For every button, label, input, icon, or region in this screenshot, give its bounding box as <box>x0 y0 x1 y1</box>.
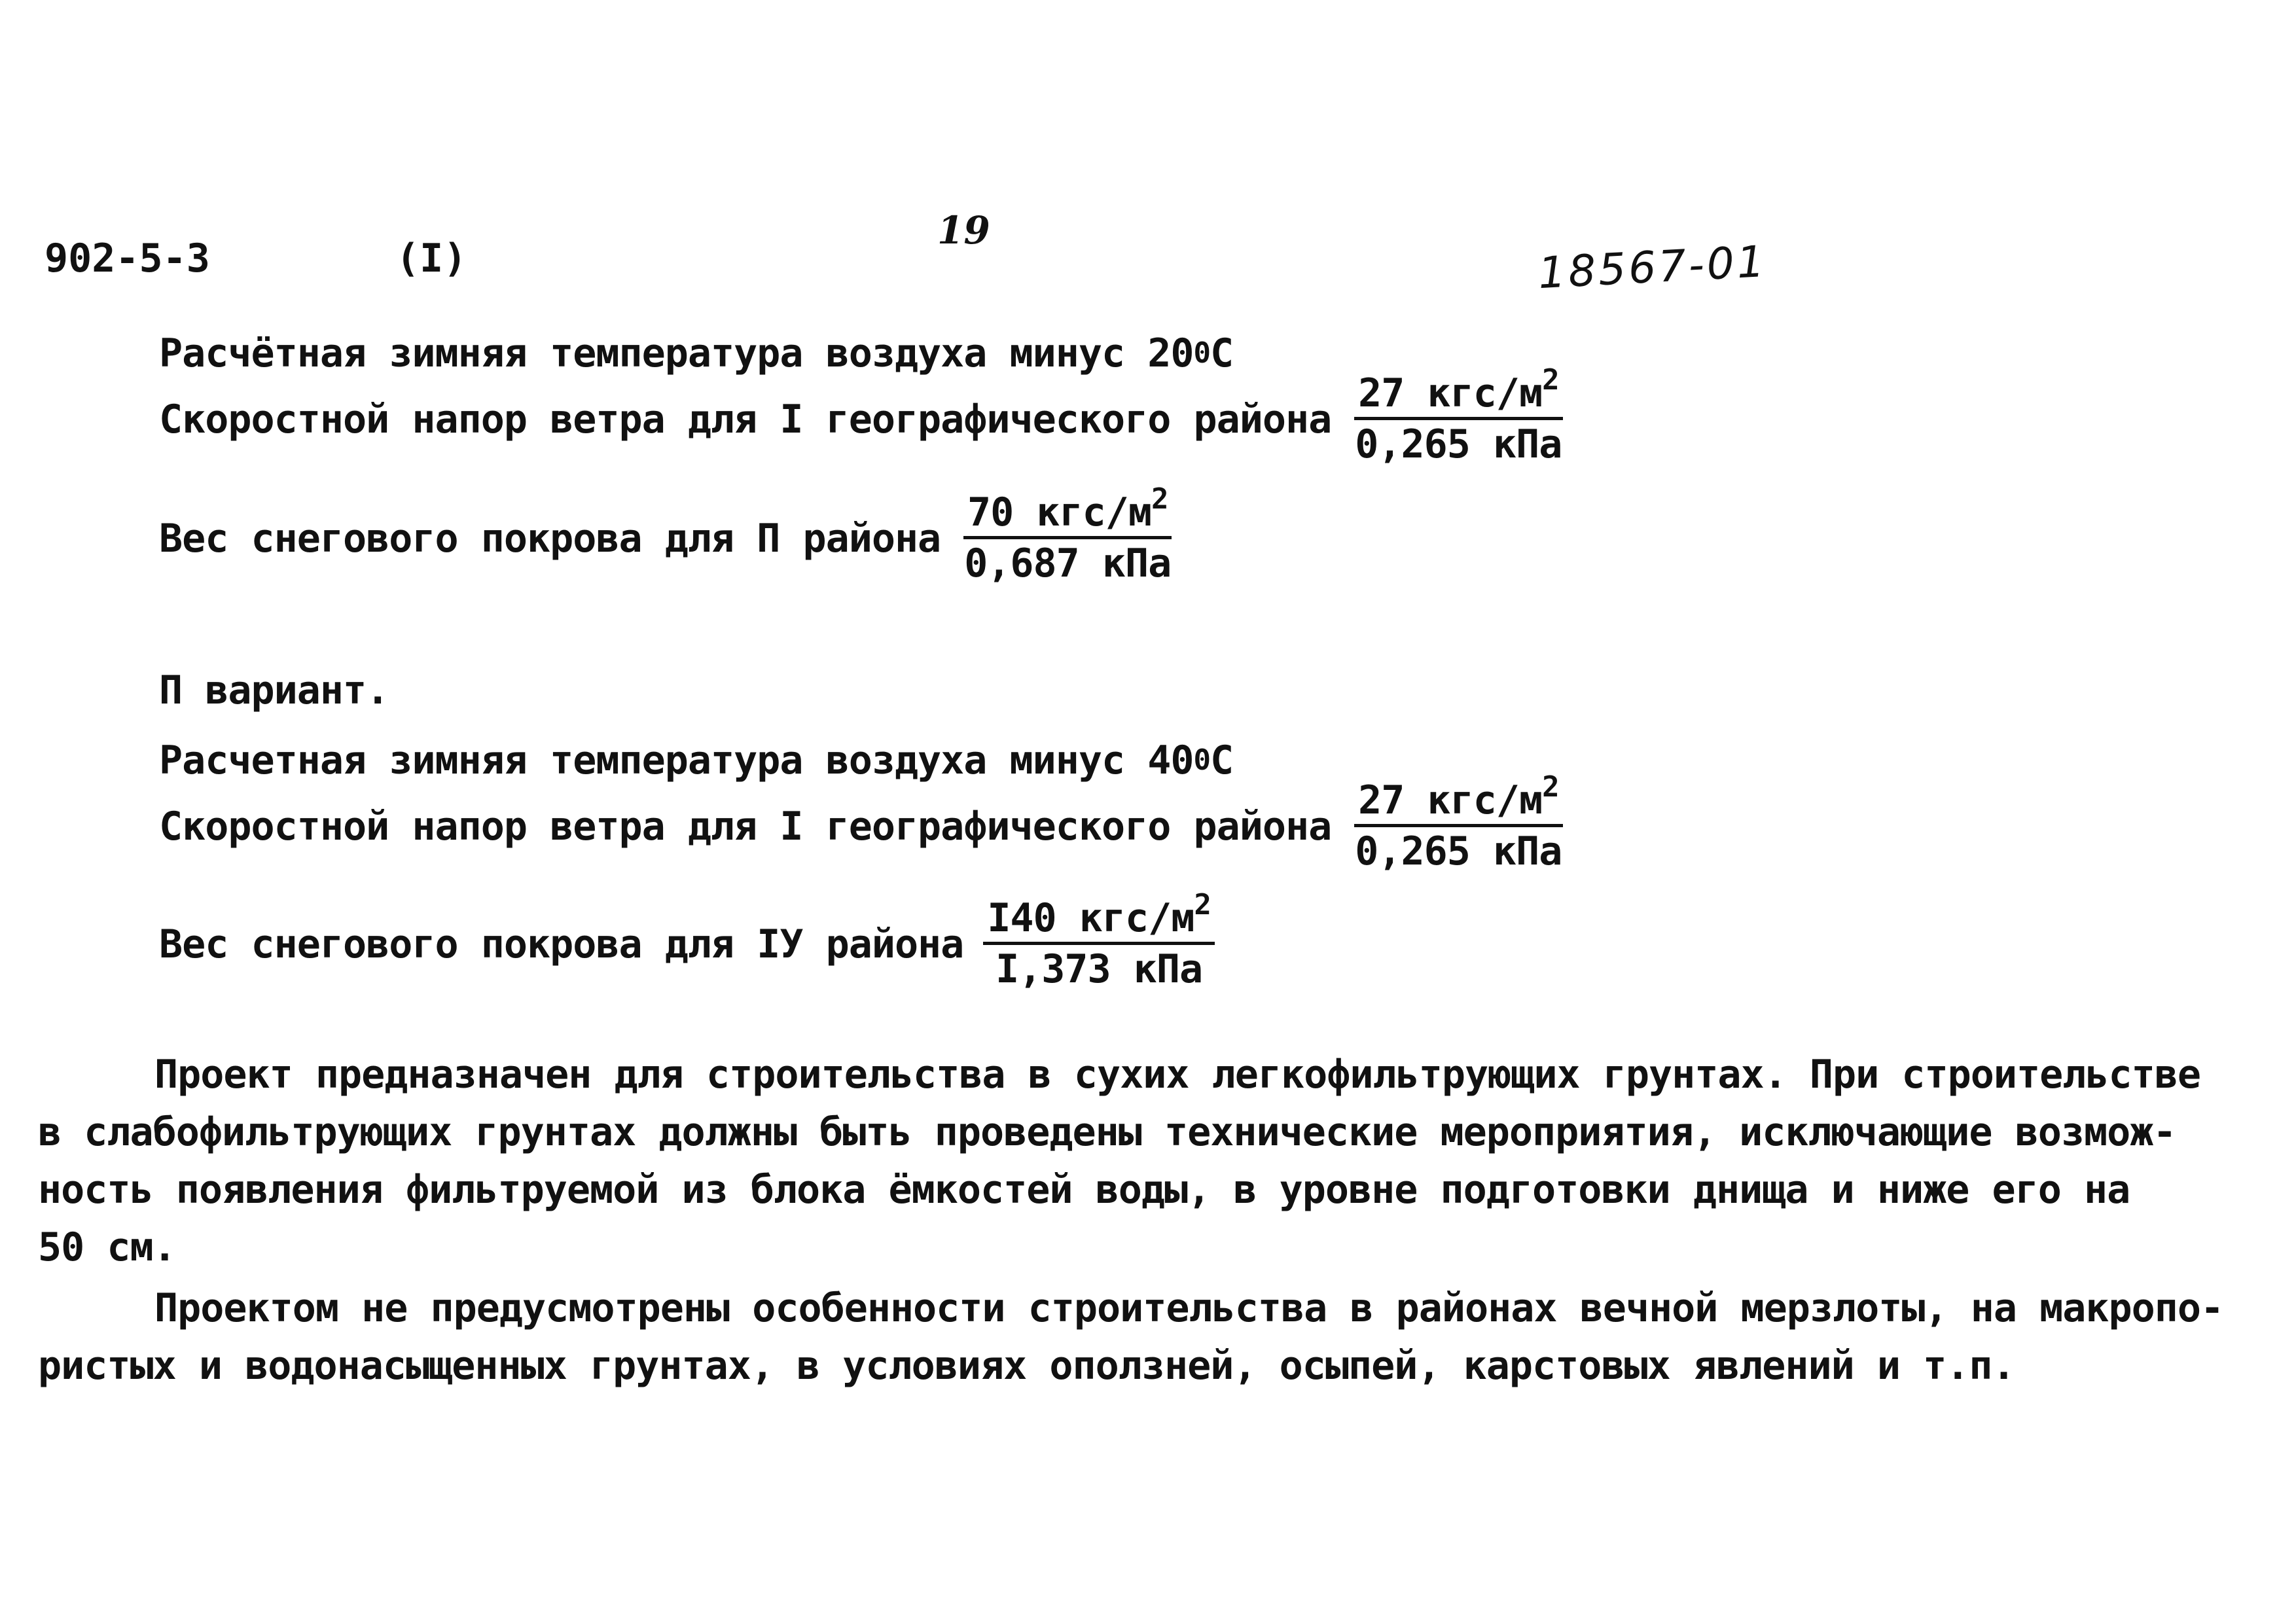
paragraph-line: Проектом не предусмотрены особенности строительства в районах вечной мерзлоты, на макропо- <box>154 1285 2224 1331</box>
v2-snow-line <box>159 888 1215 992</box>
v1-snow-numerator: 70 кгс/$м^2$ <box>963 492 1172 539</box>
v2-snow-numerator: I40 кгс/$м^2$ <box>983 898 1215 945</box>
paragraph-line: Проект предназначен для строительства в сухих легкофильтрующих грунтах. При строительстве <box>154 1052 2200 1097</box>
v1-temperature-line: Расчётная зимняя температура воздуха минус 20 0 С <box>159 330 1234 376</box>
series-number: 902-5-3 <box>45 236 210 281</box>
v1-wind-line <box>159 363 1566 467</box>
v1-snow-text: Вес снегового покрова для П района <box>159 515 941 562</box>
v1-wind-denominator: 0,265 кПа <box>1355 421 1562 467</box>
v1-wind-numerator: 27 кгс/$м^2$ <box>1354 373 1562 420</box>
paragraph-line: в слабофильтрующих грунтах должны быть проведены технические мероприятия, исключающие возмож- <box>38 1109 2176 1155</box>
v1-snow-line <box>159 482 1175 586</box>
v1-temperature-text: Расчётная зимняя температура воздуха минус 20 <box>159 330 1194 376</box>
v2-temperature-unit: С <box>1210 738 1234 783</box>
part-number: (I) <box>396 236 467 281</box>
v2-wind-line <box>159 770 1566 874</box>
v2-snow-fraction <box>983 888 1215 992</box>
v2-wind-text: Скоростной напор ветра для I географического района <box>159 803 1332 849</box>
paragraph-exclusions <box>38 1279 2223 1395</box>
v2-wind-fraction <box>1351 770 1566 874</box>
v2-snow-denominator: I,373 кПа <box>996 946 1203 992</box>
v2-wind-denominator: 0,265 кПа <box>1355 829 1562 874</box>
v1-temperature-unit: С <box>1210 330 1234 376</box>
v2-wind-numerator: 27 кгс/$м^2$ <box>1354 780 1562 827</box>
v2-title: П вариант. <box>159 668 389 713</box>
paragraph-line: ность появления фильтруемой из блока ёмкостей воды, в уровне подготовки днища и ниже его на <box>38 1167 2130 1213</box>
paragraph-line: 50 см. <box>38 1224 176 1270</box>
v1-wind-text: Скоростной напор ветра для I географического района <box>159 396 1332 442</box>
paragraph-line: ристых и водонасыщенных грунтах, в условиях оползней, осыпей, карстовых явлений и т.п. <box>38 1343 2015 1389</box>
v1-snow-fraction <box>960 482 1175 586</box>
page-number: 19 <box>937 208 990 253</box>
v1-snow-denominator: 0,687 кПа <box>964 541 1172 586</box>
v2-temperature-text: Расчетная зимняя температура воздуха минус 40 <box>159 738 1194 783</box>
v2-snow-text: Вес снегового покрова для IУ района <box>159 921 964 967</box>
v2-temperature-line: Расчетная зимняя температура воздуха минус 40 0 С <box>159 738 1234 783</box>
document-number: 18567-01 <box>1537 236 1768 299</box>
v1-wind-fraction <box>1351 363 1566 467</box>
paragraph-soil-conditions <box>38 1046 2200 1276</box>
